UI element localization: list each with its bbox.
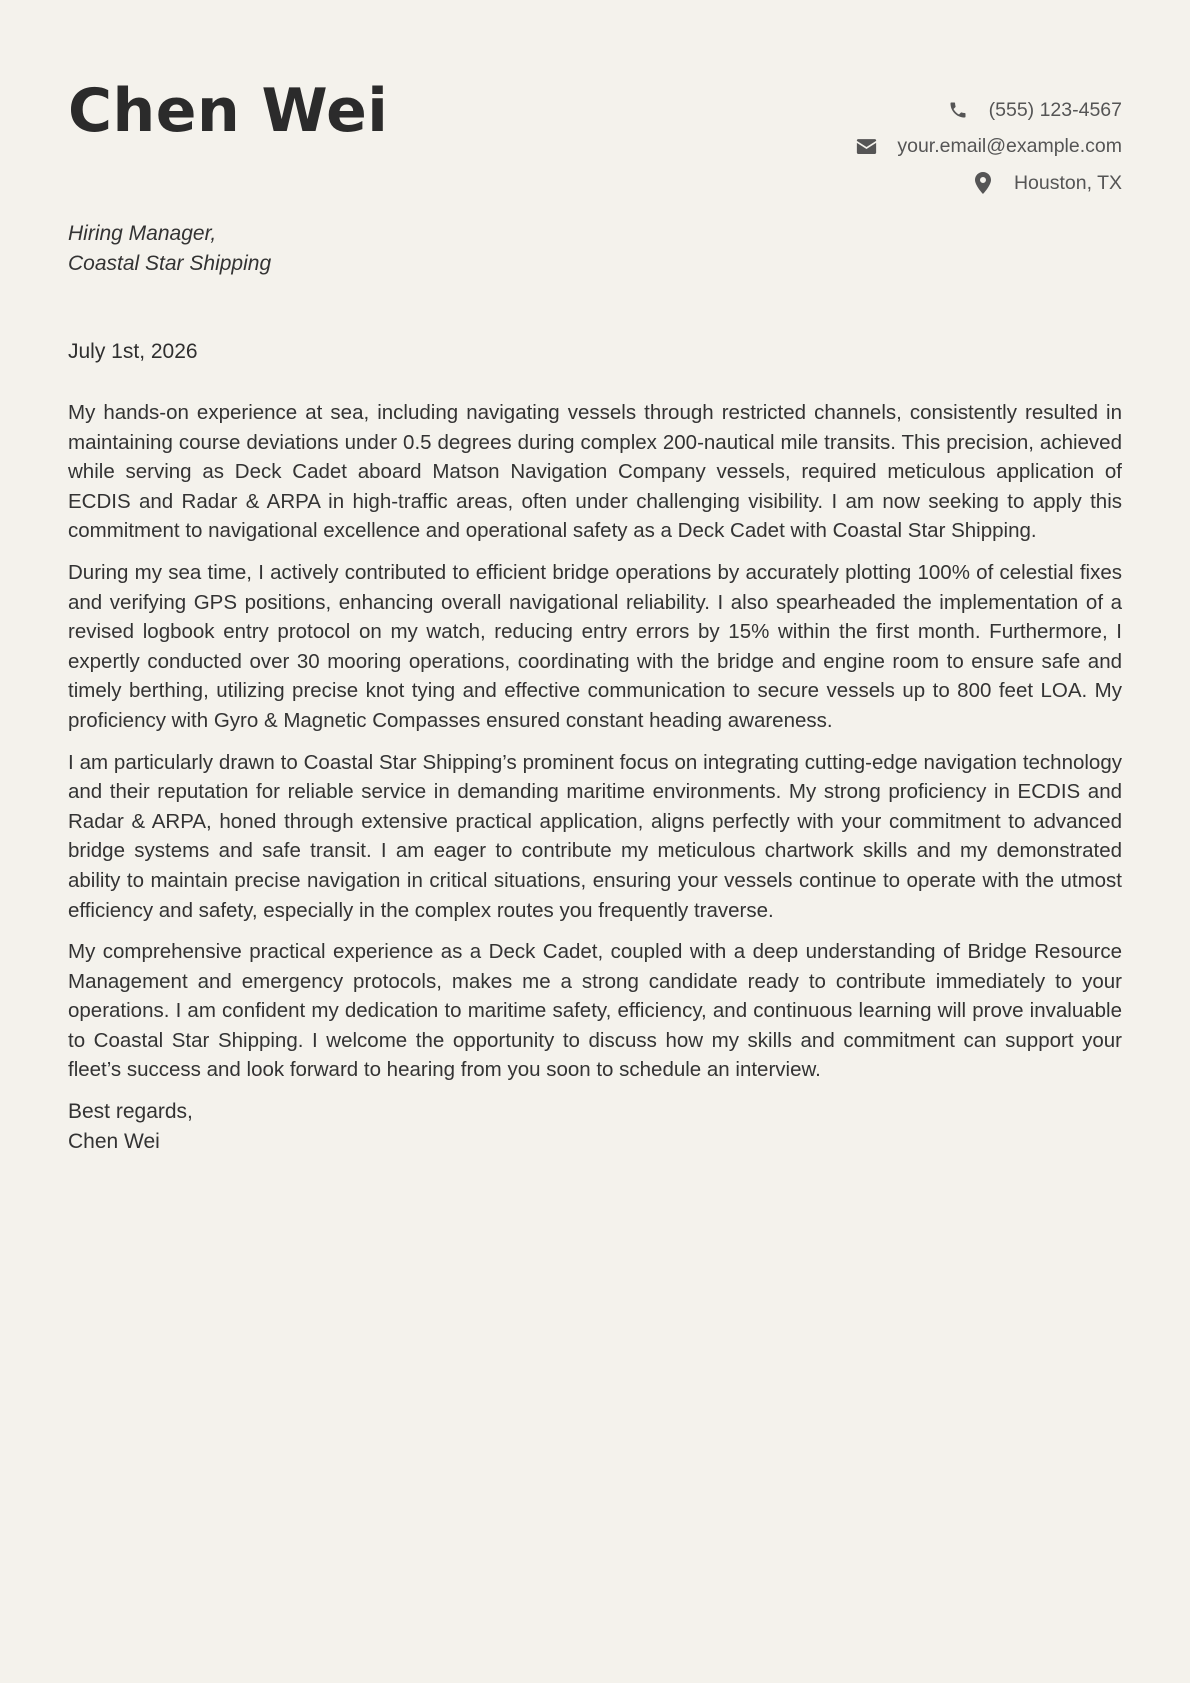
applicant-name: Chen Wei [68,76,389,146]
closing-salutation: Best regards, [68,1100,193,1124]
body-paragraph: I am particularly drawn to Coastal Star Shipping’s prominent focus on integrating cutting-edge navigation technology and their reputation for reliable service in demanding maritime environments. My strong proficiency in ECDIS and Radar & ARPA, honed through extensive practical application, aligns perfectly with your commitment to advanced bridge systems and safe transit. I am eager to contribute my meticulous chartwork skills and my demonstrated ability to maintain precise navigation in critical situations, ensuring your vessels continue to operate with the utmost efficiency and safety, especially in the complex routes you frequently traverse. [68,750,1122,922]
recipient-company: Coastal Star Shipping [68,252,272,275]
phone-icon [947,99,969,121]
recipient-title: Hiring Manager, [68,222,217,245]
contact-block [855,92,1122,202]
envelope-icon [855,136,877,158]
letter-header [68,0,1122,205]
body-paragraph: My hands-on experience at sea, including navigating vessels through restricted channels, consistently resulted in maintaining course deviations under 0.5 degrees during complex 200-nautical mile transits. This precision, achieved while serving as Deck Cadet aboard Matson Navigation Company vessels, required meticulous application of ECDIS and Radar & ARPA in high-traffic areas, often under challenging visibility. I am now seeking to apply this commitment to navigational excellence and operational safety as a Deck Cadet with Coastal Star Shipping. [68,401,1122,543]
contact-phone-row [855,92,1122,129]
contact-email-row [855,129,1122,166]
closing-signature: Chen Wei [68,1129,160,1153]
letter-closing [68,1097,1122,1156]
recipient-block [68,219,1122,279]
contact-phone[interactable]: (555) 123-4567 [988,98,1122,121]
body-paragraph: My comprehensive practical experience as a Deck Cadet, coupled with a deep understanding of Bridge Resource Management and emergency protocols, makes me a strong candidate ready to contribute immediately to your operations. I am confident my dedication to maritime safety, efficiency, and continuous learning will prove invaluable to Coastal Star Shipping. I welcome the opportunity to discuss how my skills and commitment can support your fleet’s success and look forward to hearing from you soon to schedule an interview. [68,940,1122,1082]
body-paragraph: During my sea time, I actively contributed to efficient bridge operations by accurately plotting 100% of celestial fixes and verifying GPS positions, enhancing overall navigational reliability. I also spearheaded the implementation of a revised logbook entry protocol on my watch, reducing entry errors by 15% within the first month. Furthermore, I expertly conducted over 30 mooring operations, coordinating with the bridge and engine room to ensure safe and timely berthing, utilizing precise knot tying and effective communication to secure vessels up to 800 feet LOA. My proficiency with Gyro & Magnetic Compasses ensured constant heading awareness. [68,560,1122,732]
map-pin-icon [972,172,994,194]
contact-location: Houston, TX [1013,171,1122,194]
contact-email[interactable]: your.email@example.com [897,135,1122,158]
contact-location-row [855,165,1122,202]
letter-date: July 1st, 2026 [68,340,198,363]
letter-body [68,398,1122,1085]
